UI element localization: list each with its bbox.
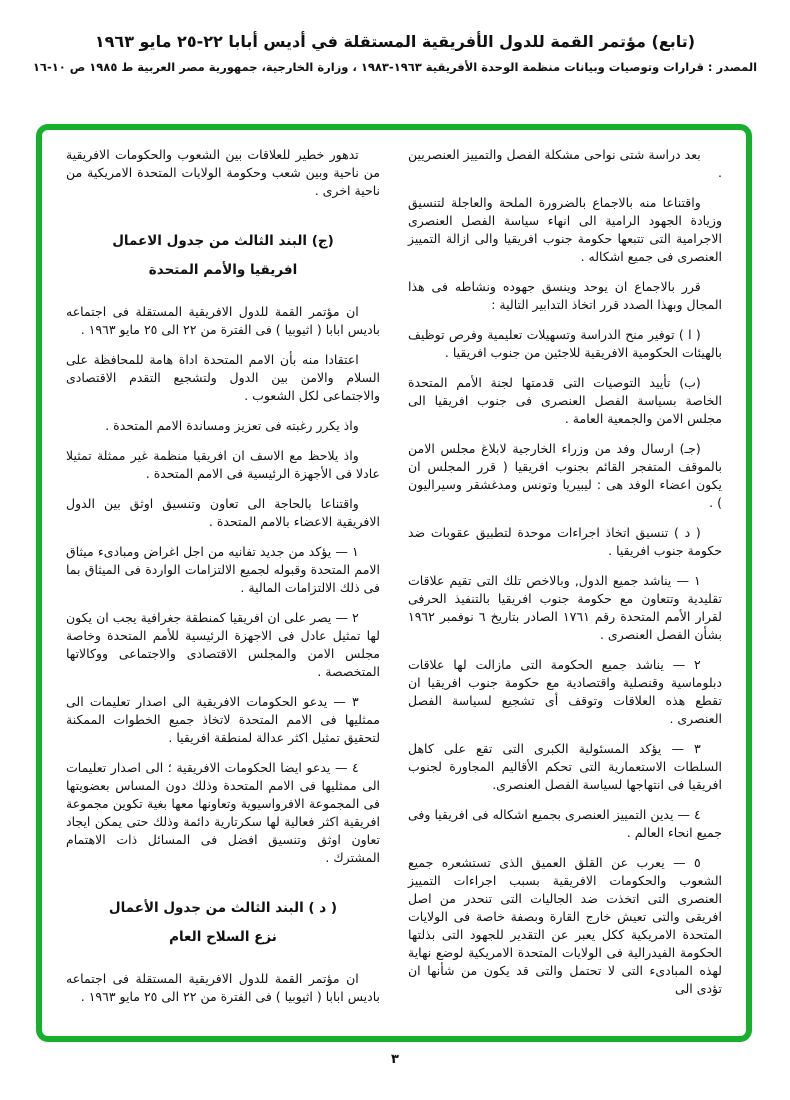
- paragraph: ١ — يؤكد من جديد تفانيه من اجل اغراض ومبادىء ميثاق الامم المتحدة وقبوله لجميع الالتزامات الواردة فى الميثاق بما فى ذلك الالتزامات المالية .: [66, 543, 380, 595]
- section-heading: افريقيا والأمم المتحدة: [148, 262, 298, 279]
- paragraph: تدهور خطير للعلاقات بين الشعوب والحكومات الافريقية من ناحية وبين شعب وحكومة الولايات المتحدة الامريكية من ناحية اخرى .: [66, 147, 380, 198]
- column-right: [408, 146, 722, 1026]
- paragraph: قرر بالاجماع ان يوحد وينسق جهوده ونشاطه فى هذا المجال وبهذا الصدد قرر اتخاذ التدابير التالية :: [408, 279, 722, 312]
- paragraph: ٤ — يدين التمييز العنصرى بجميع اشكاله فى افريقيا وفى جميع انحاء العالم .: [408, 807, 722, 840]
- section-heading: ( د ) البند الثالث من جدول الأعمال: [108, 899, 338, 916]
- paragraph: ٢ — يناشد جميع الحكومة التى مازالت لها علاقات دبلوماسية وقنصلية واقتصادية مع حكومة جنوب افريقيا ان تقطع هذه العلاقات وتوقف أى تشجيع لسياسة الفصل العنصرى .: [408, 657, 722, 726]
- section-heading: (ج) البند الثالث من جدول الاعمال: [112, 233, 334, 249]
- paragraph: (ب) تأييد التوصيات التى قدمتها لجنة الأمم المتحدة الخاصة بسياسة الفصل العنصرى فى جنوب افريقيا الى مجلس الامن والجمعية العامة .: [408, 375, 722, 426]
- paragraph: ٣ — يدعو الحكومات الافريقية الى اصدار تعليمات الى ممثليها فى الامم المتحدة لاتخاذ جميع الخطوات الممكنة لتحقيق تمثيل اكثر عدالة لمنطقة افريقيا .: [66, 693, 380, 745]
- paragraph: اعتقادا منه بأن الامم المتحدة اداة هامة للمحافظة على السلام والامن بين الدول ولتشجيع التقدم الاقتصادى والاجتماعى لكل الشعوب .: [66, 351, 380, 403]
- paragraph: بعد دراسة شتى نواحى مشكلة الفصل والتمييز العنصريين .: [408, 147, 722, 180]
- paragraph: ٤ — يدعو ايضا الحكومات الافريقية ؛ الى اصدار تعليمات الى ممثليها فى الامم المتحدة وذلك دون المساس بعضويتها فى المجموعة الافرواسيوية وتعاونها معها بغية تكوين مجموعة افريقية اكثر فعالية لها سكرتارية دائمة وذلك حتى يمكن ايجاد تعاون اوثق وتنسيق افضل فى المسائل ذات الاهتمام المشترك .: [66, 759, 380, 865]
- paragraph: ان مؤتمر القمة للدول الافريقية المستقلة فى اجتماعه باديس ابابا ( اثيوبيا ) فى الفترة من ٢٢ الى ٢٥ مايو ١٩٦٣ .: [66, 303, 380, 337]
- paragraph: واذ يكرر رغبته فى تعزيز ومساندة الامم المتحدة .: [105, 417, 359, 433]
- paragraph: ٢ — يصر على ان افريقيا كمنطقة جغرافية يجب ان يكون لها تمثيل عادل فى الاجهزة الرئيسية للأمم المتحدة وخاصة مجلس الامن والمجلس الاقتصادى والاجتماعى ووكالاتها المتخصصة .: [66, 609, 380, 679]
- paragraph: ان مؤتمر القمة للدول الافريقية المستقلة فى اجتماعه باديس ابابا ( اثيوبيا ) فى الفترة من ٢٢ الى ٢٥ مايو ١٩٦٣ .: [66, 970, 380, 1004]
- content-border-box: [36, 124, 752, 1042]
- paragraph: واقتناعا منه بالاجماع بالضرورة الملحة والعاجلة لتنسيق وزيادة الجهود الرامية الى انهاء سياسة الفصل العنصرى الاجرامية التى تتبعها حكومة جنوب افريقيا والى ازالة التمييز العنصرى فى جميع اشكاله .: [408, 195, 722, 264]
- paragraph: ( ا ) توفير منح الدراسة وتسهيلات تعليمية وفرص توظيف بالهيئات الحكومية الافريقية للاجئين من جنوب افريقيا .: [408, 327, 722, 360]
- section-heading: نزع السلاح العام: [169, 929, 277, 946]
- paragraph: ١ — يناشد جميع الدول, وبالاخص تلك التى تقيم علاقات تقليدية وتتعاون مع حكومة جنوب افريقيا بالتنفيذ الحرفى لقرار الأمم المتحدة رقم ١٧٦١ الصادر بتاريخ ٦ نوفمبر ١٩٦٢ بشأن الفصل العنصرى .: [408, 573, 722, 642]
- paragraph: ٥ — يعرب عن القلق العميق الذى تستشعره جميع الشعوب والحكومات الافريقية بسبب اجراءات التمييز العنصرى التى اتخذت ضد الجاليات التى تنحدر من اصل افريقى والتى تعيش خارج القارة وبصفة خاصة فى الولايات المتحدة الامريكية ككل يعبر عن التقدير للجهود التى بذلتها الحكومة الفيدرالية فى الولايات المتحدة الامريكية لوضع نهاية لهذه المبادىء التى لا تحتمل والتى قد يكون من شأنها ان تؤدى الى: [408, 855, 722, 996]
- paragraph: ( د ) تنسيق اتخاذ اجراءات موحدة لتطبيق عقوبات ضد حكومة جنوب افريقيا .: [408, 525, 722, 558]
- source-line: المصدر : قرارات وتوصيات وبيانات منظمة الوحدة الأفريقية ١٩٦٣-١٩٨٣ ، وزارة الخارجية، جمهورية مصر العربية ط ١٩٨٥ ص ١٠-١٦: [32, 60, 758, 74]
- page-number: ٣: [391, 1052, 399, 1067]
- two-column-text: [66, 146, 722, 1026]
- column-left: [66, 146, 380, 1026]
- page-title: (تابع) مؤتمر القمة للدول الأفريقية المستقلة في أديس أبابا ٢٢-٢٥ مايو ١٩٦٣: [94, 32, 696, 51]
- paragraph: واذ يلاحظ مع الاسف ان افريقيا منظمة غير ممثلة تمثيلا عادلا فى الأجهزة الرئيسية فى الامم المتحدة .: [66, 447, 380, 481]
- paragraph: ٣ — يؤكد المسئولية الكبرى التى تقع على كاهل السلطات الاستعمارية التى تحكم الأقاليم المجاورة لجنوب افريقيا فى انتهاجها لسياسة الفصل العنصرى.: [408, 741, 722, 792]
- paragraph: واقتناعا بالحاجة الى تعاون وتنسيق اوثق بين الدول الافريقية الاعضاء بالامم المتحدة .: [66, 495, 380, 529]
- document-header: [0, 0, 790, 74]
- paragraph: (جـ) ارسال وفد من وزراء الخارجية لابلاغ مجلس الامن بالموقف المتفجر القائم بجنوب افريقيا ( قرر المجلس ان يكون اعضاء الوفد هى : ليبيريا وتونس ومدغشقر وسيراليون ) .: [408, 441, 722, 510]
